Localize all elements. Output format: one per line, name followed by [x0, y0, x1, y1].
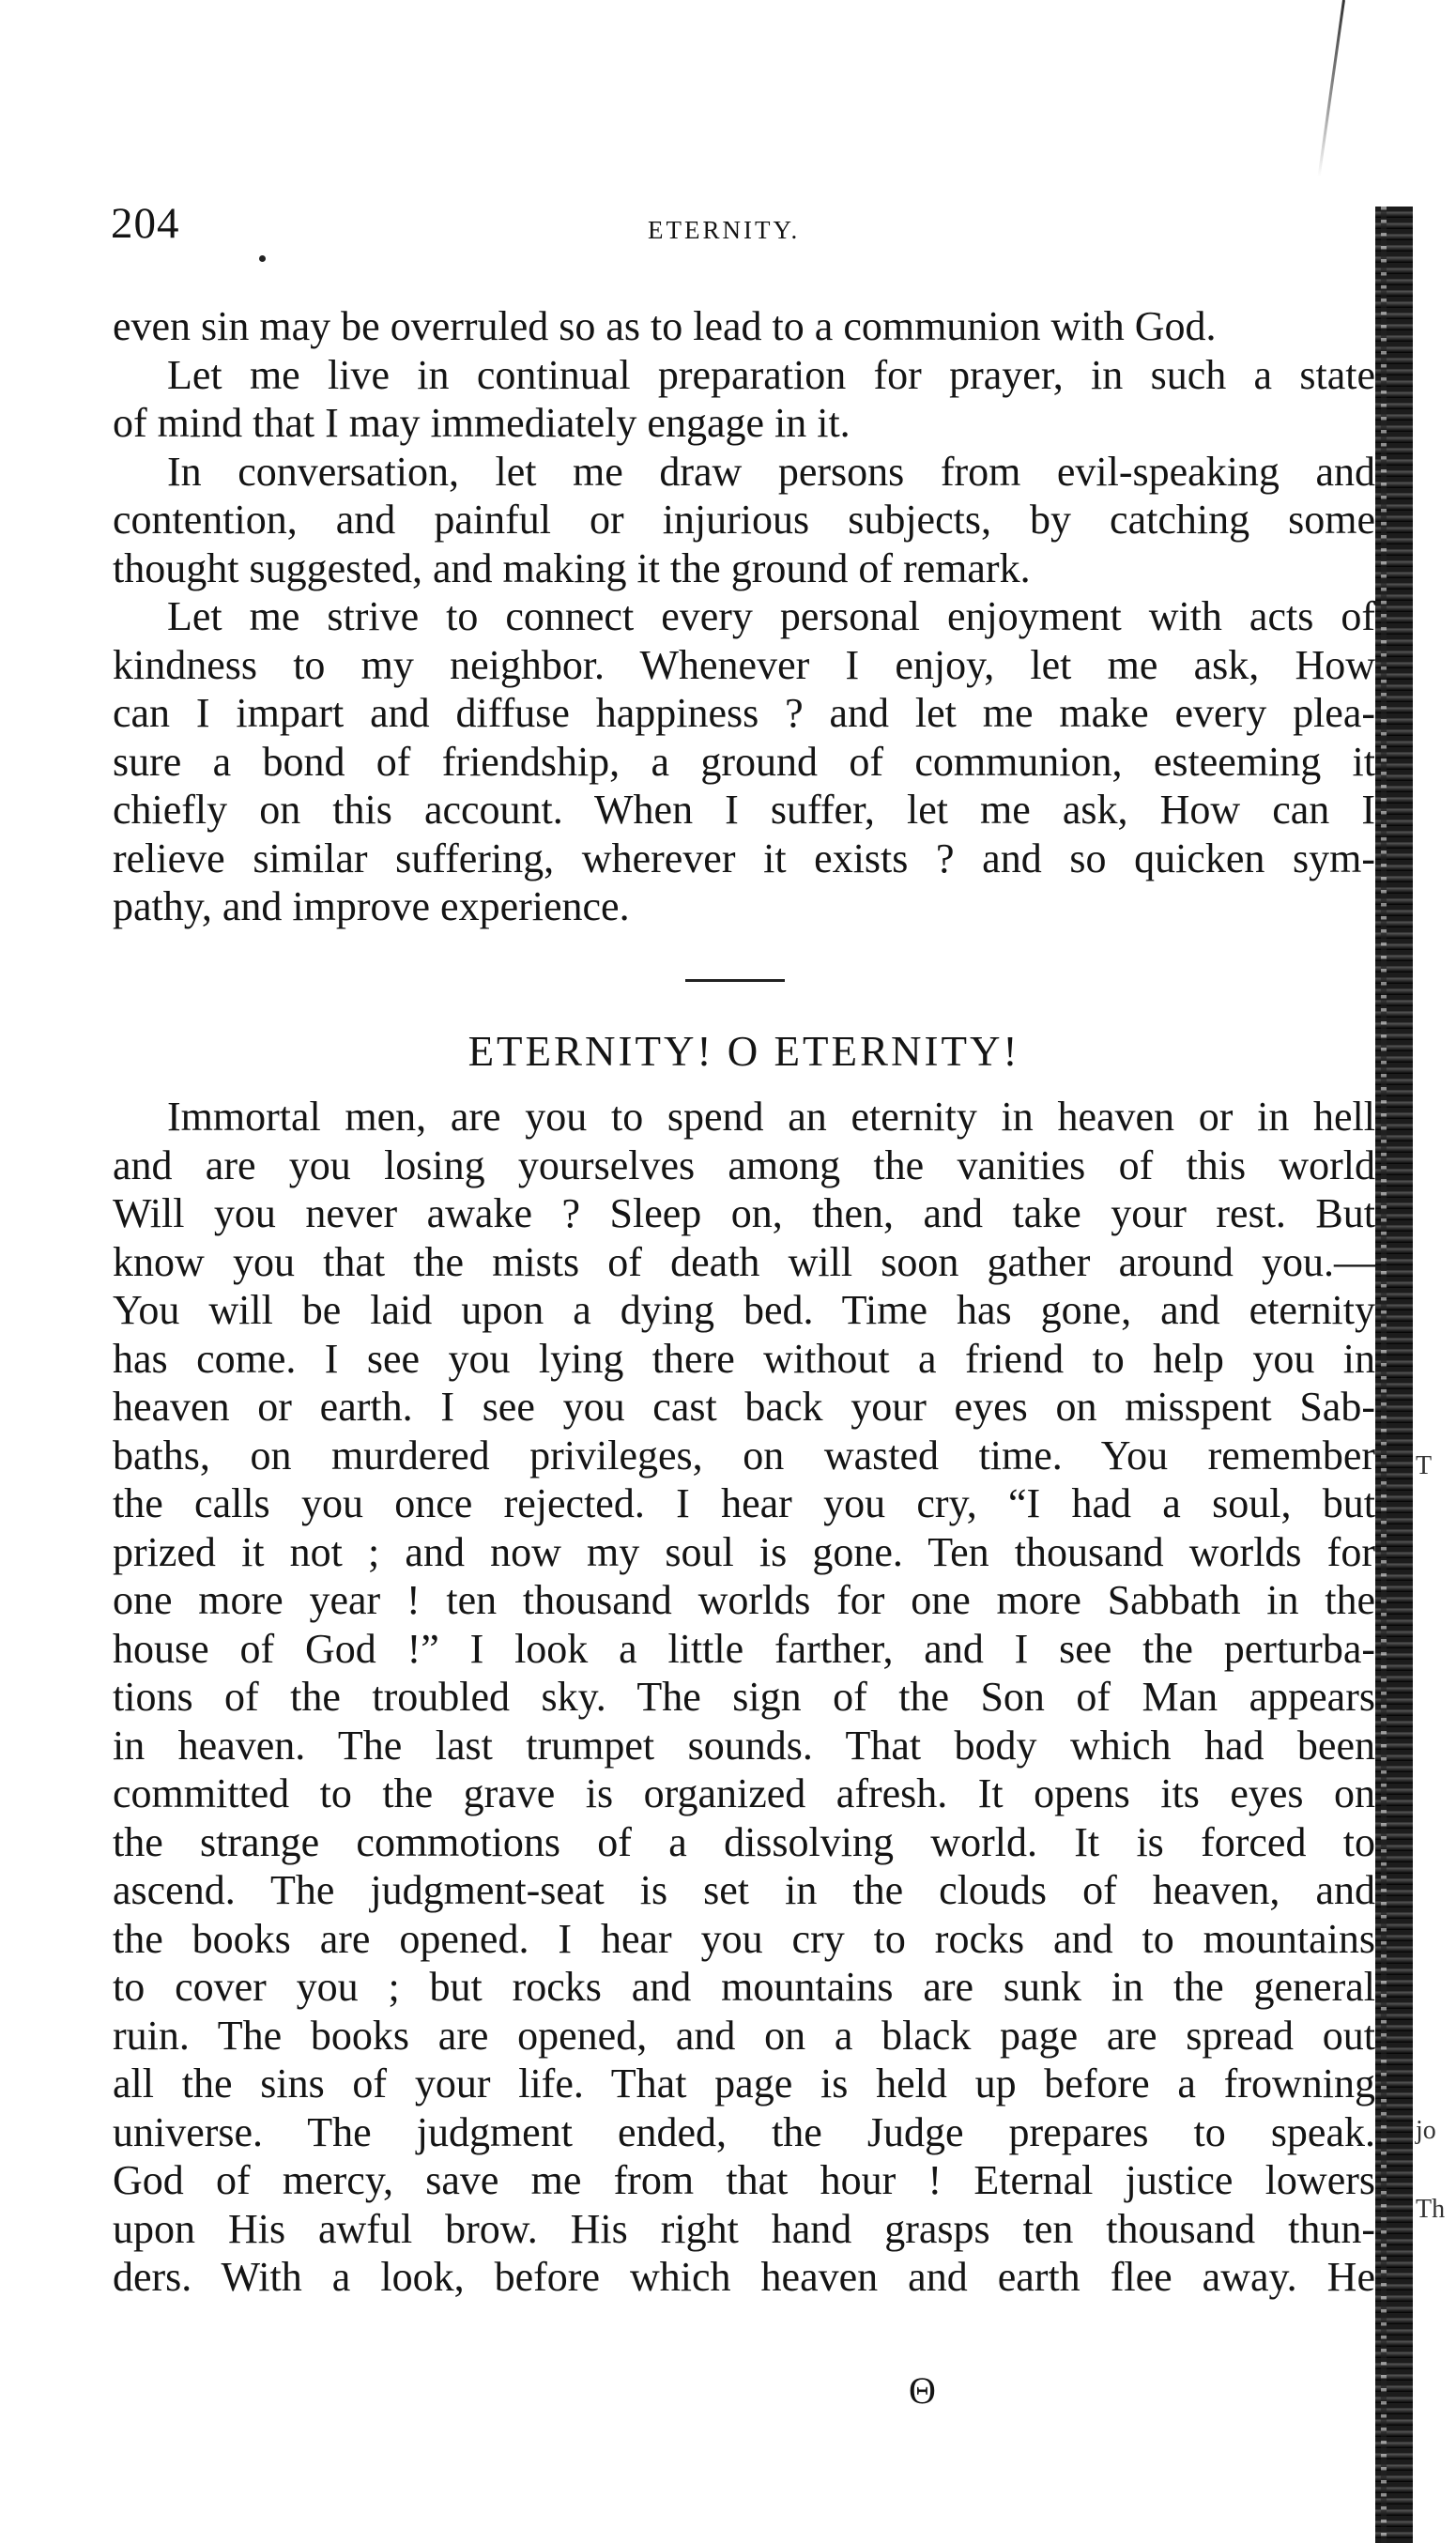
text-line: tions of the troubled sky. The sign of the Son of Man appears — [113, 1674, 1375, 1720]
page-number: 204 — [111, 199, 180, 248]
printer-ornament: Θ — [909, 2369, 936, 2412]
text-block-top — [113, 302, 1375, 931]
text-line: Let me strive to connect every personal enjoyment with acts of — [167, 593, 1375, 639]
text-line: chiefly on this account. When I suffer, let me ask, How can I — [113, 787, 1375, 833]
text-line: Will you never awake ? Sleep on, then, and take your rest. But — [113, 1190, 1375, 1236]
text-line: ascend. The judgment-seat is set in the clouds of heaven, and — [113, 1867, 1375, 1913]
text-line: sure a bond of friendship, a ground of communion, esteeming it — [113, 738, 1375, 785]
facing-page-bleed: T — [1416, 1451, 1433, 1480]
text-line: heaven or earth. I see you cast back your eyes on misspent Sab- — [113, 1384, 1375, 1430]
section-divider — [685, 979, 785, 982]
text-line: the strange commotions of a dissolving world. It is forced to — [113, 1818, 1375, 1865]
text-line: house of God !” I look a little farther, and I see the perturba- — [113, 1625, 1375, 1672]
text-line: all the sins of your life. That page is held up before a frowning — [113, 2060, 1375, 2106]
text-line: the calls you once rejected. I hear you cry, “I had a soul, but — [113, 1480, 1375, 1526]
book-binding-edge — [1375, 207, 1413, 2543]
text-line: can I impart and diffuse happiness ? and let me make every plea- — [113, 690, 1375, 736]
text-line: in heaven. The last trumpet sounds. That body which had been — [113, 1722, 1375, 1769]
text-line: to cover you ; but rocks and mountains are sunk in the general — [113, 1964, 1375, 2010]
text-line: of mind that I may immediately engage in it. — [113, 400, 851, 446]
running-head: ETERNITY. — [648, 216, 801, 244]
text-line: In conversation, let me draw persons from evil-speaking and — [167, 448, 1375, 495]
text-line: thought suggested, and making it the ground of remark. — [113, 544, 1031, 591]
text-line: has come. I see you lying there without a friend to help you in — [113, 1335, 1375, 1382]
text-line: relieve similar suffering, wherever it exists ? and so quicken sym- — [113, 835, 1375, 881]
text-line: the books are opened. I hear you cry to rocks and to mountains — [113, 1915, 1375, 1962]
section-title: ETERNITY! O ETERNITY! — [467, 1028, 1020, 1075]
text-line: ders. With a look, before which heaven and earth flee away. He — [113, 2254, 1375, 2300]
text-line: and are you losing yourselves among the vanities of this world — [113, 1141, 1375, 1188]
text-line: universe. The judgment ended, the Judge prepares to speak. — [113, 2108, 1375, 2155]
text-line: pathy, and improve experience. — [113, 883, 630, 929]
text-line: ruin. The books are opened, and on a black page are spread out — [113, 2012, 1375, 2059]
text-line: baths, on murdered privileges, on wasted time. You remember — [113, 1432, 1375, 1478]
text-line: even sin may be overruled so as to lead to a communion with God. — [113, 303, 1217, 349]
text-line: Let me live in continual preparation for prayer, in such a state — [167, 351, 1375, 398]
text-line: kindness to my neighbor. Whenever I enjoy, let me ask, How — [113, 641, 1375, 688]
text-line: God of mercy, save me from that hour ! Eternal justice lowers — [113, 2157, 1375, 2203]
facing-page-bleed: Th — [1416, 2195, 1446, 2224]
page-edge-scratch — [1318, 0, 1345, 176]
text-line: know you that the mists of death will soon gather around you.— — [113, 1238, 1375, 1285]
text-line: contention, and painful or injurious subjects, by catching some — [113, 497, 1375, 543]
text-line: Immortal men, are you to spend an eternity in heaven or in hell — [167, 1094, 1375, 1140]
facing-page-bleed: jo — [1416, 2116, 1436, 2145]
text-line: You will be laid upon a dying bed. Time has gone, and eternity — [113, 1287, 1375, 1333]
text-line: upon His awful brow. His right hand grasps ten thousand thun- — [113, 2205, 1375, 2252]
text-block-main — [113, 1093, 1375, 2302]
text-line: prized it not ; and now my soul is gone. Ten thousand worlds for — [113, 1528, 1375, 1575]
text-line: committed to the grave is organized afresh. It opens its eyes on — [113, 1770, 1375, 1816]
ink-speck — [259, 255, 266, 262]
text-line: one more year ! ten thousand worlds for one more Sabbath in the — [113, 1577, 1375, 1623]
